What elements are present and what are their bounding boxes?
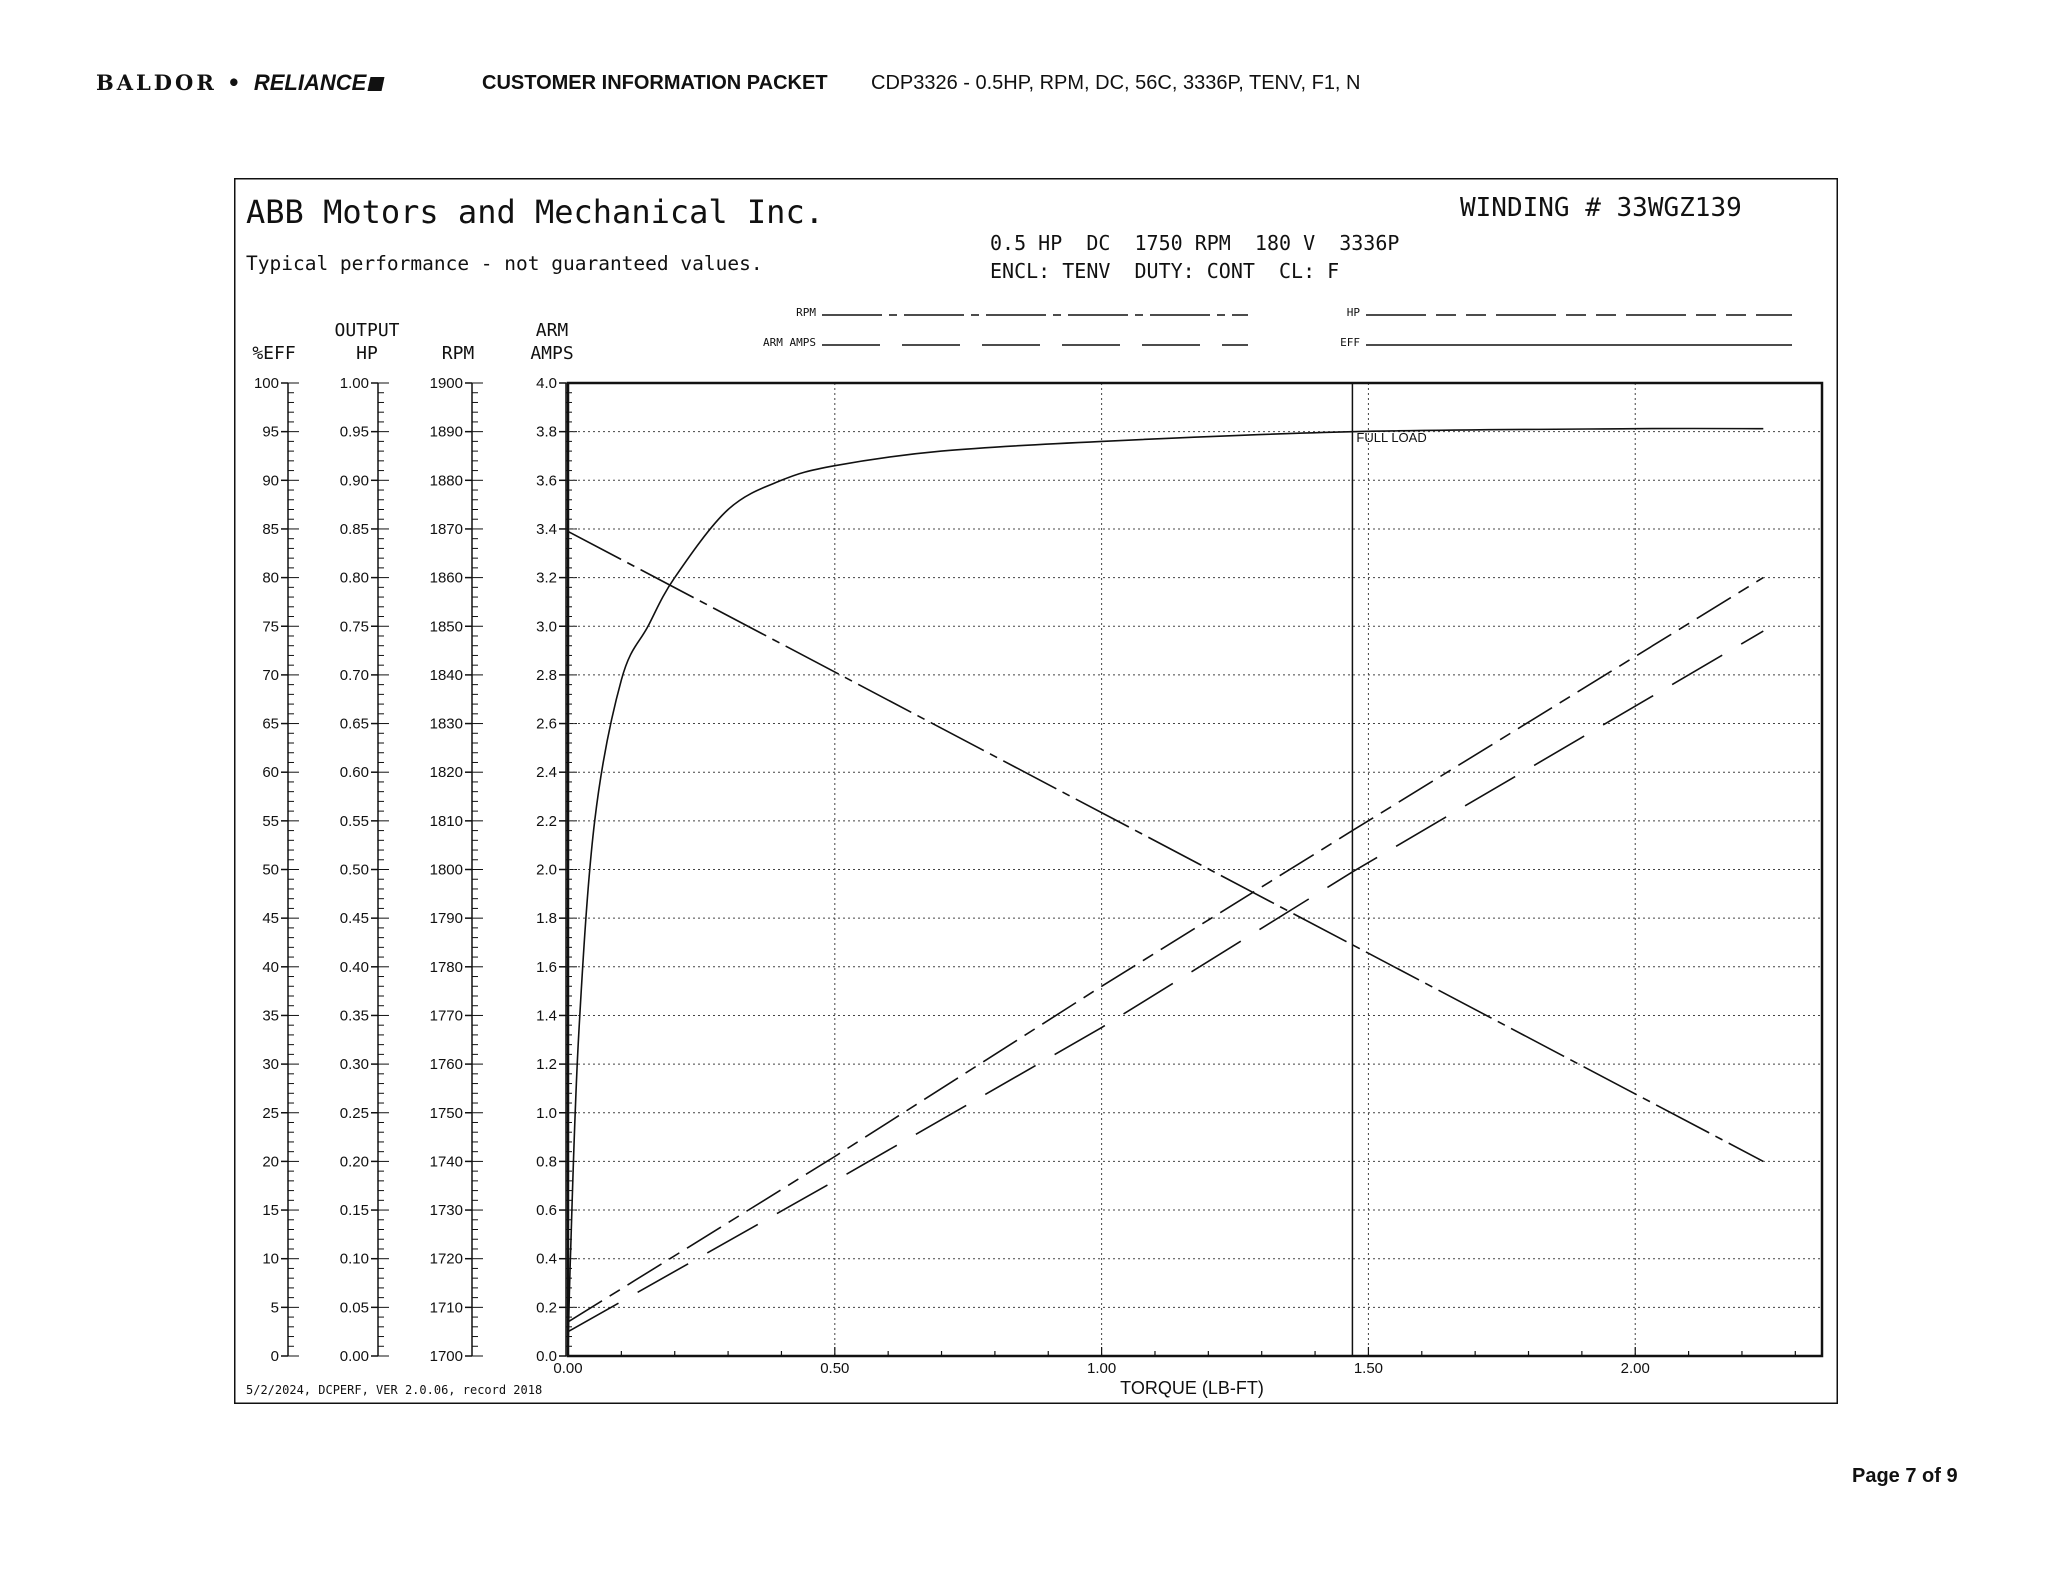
scale-label: 1.2 (536, 1056, 557, 1074)
scale-label: 3.4 (536, 520, 557, 538)
scale-label: 90 (262, 472, 279, 490)
scale-label: 2.4 (536, 764, 557, 782)
scale-label: 60 (262, 764, 279, 782)
amps-scale-header-top: ARM (535, 320, 569, 341)
scale-label: 1.00 (339, 375, 369, 392)
scale-label: 0.05 (339, 1299, 369, 1317)
scale-label: 1.4 (536, 1007, 557, 1025)
scale-label: 3.6 (536, 472, 557, 490)
scale-label: 0.75 (339, 618, 369, 636)
scale-label: 1760 (429, 1056, 463, 1074)
scale-label: 0.0 (536, 1348, 557, 1365)
scale-label: 1.6 (536, 958, 557, 976)
scale-label: 0.20 (339, 1153, 369, 1171)
scale-label: 70 (262, 666, 279, 684)
scale-label: 0.40 (339, 958, 369, 976)
eff-scale-header: %EFF (252, 343, 296, 364)
scale-label: 1870 (429, 520, 463, 538)
page-number: Page 7 of 9 (1852, 1465, 1958, 1487)
rpm-scale-header: RPM (441, 343, 475, 364)
scale-label: 25 (262, 1104, 279, 1122)
scale-label: 5 (270, 1299, 279, 1317)
scale-label: 0.30 (339, 1056, 369, 1074)
scale-label: 0.00 (339, 1348, 369, 1365)
scale-label: 0.50 (339, 861, 369, 879)
enclosure-line: ENCL: TENV DUTY: CONT CL: F (990, 259, 1340, 283)
brand-mark-icon (368, 77, 385, 91)
full-load-label: FULL LOAD (1356, 430, 1427, 445)
x-tick-label: 2.00 (1620, 1360, 1650, 1377)
x-tick-label: 0.50 (820, 1360, 850, 1377)
legend-hp-label: HP (1346, 306, 1360, 319)
scale-label: 0.55 (339, 812, 369, 830)
company-name: ABB Motors and Mechanical Inc. (246, 193, 824, 231)
scale-label: 0.35 (339, 1007, 369, 1025)
scale-label: 1900 (429, 375, 463, 392)
scale-label: 3.2 (536, 569, 557, 587)
scale-label: 75 (262, 618, 279, 636)
winding-number: WINDING # 33WGZ139 (1460, 193, 1742, 223)
scale-label: 0 (270, 1348, 279, 1365)
scale-label: 3.8 (536, 423, 557, 441)
scale-label: 30 (262, 1056, 279, 1074)
scale-label: 20 (262, 1153, 279, 1171)
scale-label: 2.6 (536, 715, 557, 733)
performance-chart (234, 178, 1838, 1404)
scale-label: 50 (262, 861, 279, 879)
hp-scale-header-top: OUTPUT (334, 320, 400, 341)
scale-label: 45 (262, 910, 279, 928)
scale-label: 0.80 (339, 569, 369, 587)
legend-amps-label: ARM AMPS (763, 336, 816, 349)
scale-label: 0.70 (339, 666, 369, 684)
scale-label: 0.25 (339, 1104, 369, 1122)
legend-eff-label: EFF (1340, 336, 1360, 349)
hp-scale-header-bottom: HP (356, 343, 378, 364)
scale-label: 55 (262, 812, 279, 830)
scale-label: 1800 (429, 861, 463, 879)
scale-label: 100 (253, 375, 279, 392)
x-axis-title: TORQUE (LB-FT) (1120, 1378, 1264, 1398)
scale-label: 0.95 (339, 423, 369, 441)
scale-label: 3.0 (536, 618, 557, 636)
scale-label: 1740 (429, 1153, 463, 1171)
scale-label: 1850 (429, 618, 463, 636)
scale-label: 0.45 (339, 910, 369, 928)
scale-label: 1790 (429, 910, 463, 928)
x-tick-label: 0.00 (553, 1360, 583, 1377)
scale-label: 0.4 (536, 1250, 557, 1268)
scale-label: 0.15 (339, 1202, 369, 1220)
scale-label: 1840 (429, 666, 463, 684)
footer-record: 5/2/2024, DCPERF, VER 2.0.06, record 2018 (246, 1383, 543, 1397)
x-tick-label: 1.50 (1353, 1360, 1384, 1377)
scale-label: 1830 (429, 715, 463, 733)
disclaimer: Typical performance - not guaranteed values. (246, 252, 763, 275)
scale-label: 1.8 (536, 910, 557, 928)
scale-label: 10 (262, 1250, 279, 1268)
scale-label: 2.8 (536, 666, 557, 684)
amps-scale-header-bottom: AMPS (530, 343, 574, 364)
scale-label: 95 (262, 423, 279, 441)
scale-label: 1810 (429, 812, 463, 830)
scale-label: 1780 (429, 958, 463, 976)
baldor-reliance-logo: BALDOR • RELIANCE (96, 70, 383, 96)
rating-line: 0.5 HP DC 1750 RPM 180 V 3336P (990, 231, 1400, 255)
scale-label: 1860 (429, 569, 463, 587)
scale-label: 0.6 (536, 1202, 557, 1220)
x-tick-label: 1.00 (1087, 1360, 1117, 1377)
legend-rpm-label: RPM (796, 306, 816, 319)
scale-label: 0.65 (339, 715, 369, 733)
product-description: CDP3326 - 0.5HP, RPM, DC, 56C, 3336P, TENV, F1, N (871, 72, 1361, 94)
scale-label: 1890 (429, 423, 463, 441)
scale-label: 1700 (429, 1348, 463, 1365)
scale-label: 65 (262, 715, 279, 733)
scale-label: 1750 (429, 1104, 463, 1122)
scale-label: 0.8 (536, 1153, 557, 1171)
scale-label: 1820 (429, 764, 463, 782)
scale-label: 80 (262, 569, 279, 587)
scale-label: 85 (262, 520, 279, 538)
page-header (0, 0, 2048, 130)
scale-label: 1880 (429, 472, 463, 490)
scale-label: 1.0 (536, 1104, 557, 1122)
scale-label: 0.60 (339, 764, 369, 782)
scale-label: 0.90 (339, 472, 369, 490)
scale-label: 15 (262, 1202, 279, 1220)
scale-label: 4.0 (536, 375, 557, 392)
scale-label: 1720 (429, 1250, 463, 1268)
scale-label: 2.2 (536, 812, 557, 830)
scale-label: 1770 (429, 1007, 463, 1025)
packet-title: CUSTOMER INFORMATION PACKET (482, 72, 828, 94)
scale-label: 1730 (429, 1202, 463, 1220)
scale-label: 0.2 (536, 1299, 557, 1317)
scale-label: 2.0 (536, 861, 557, 879)
scale-label: 0.85 (339, 520, 369, 538)
scale-label: 0.10 (339, 1250, 369, 1268)
scale-label: 1710 (429, 1299, 463, 1317)
scale-label: 40 (262, 958, 279, 976)
scale-label: 35 (262, 1007, 279, 1025)
